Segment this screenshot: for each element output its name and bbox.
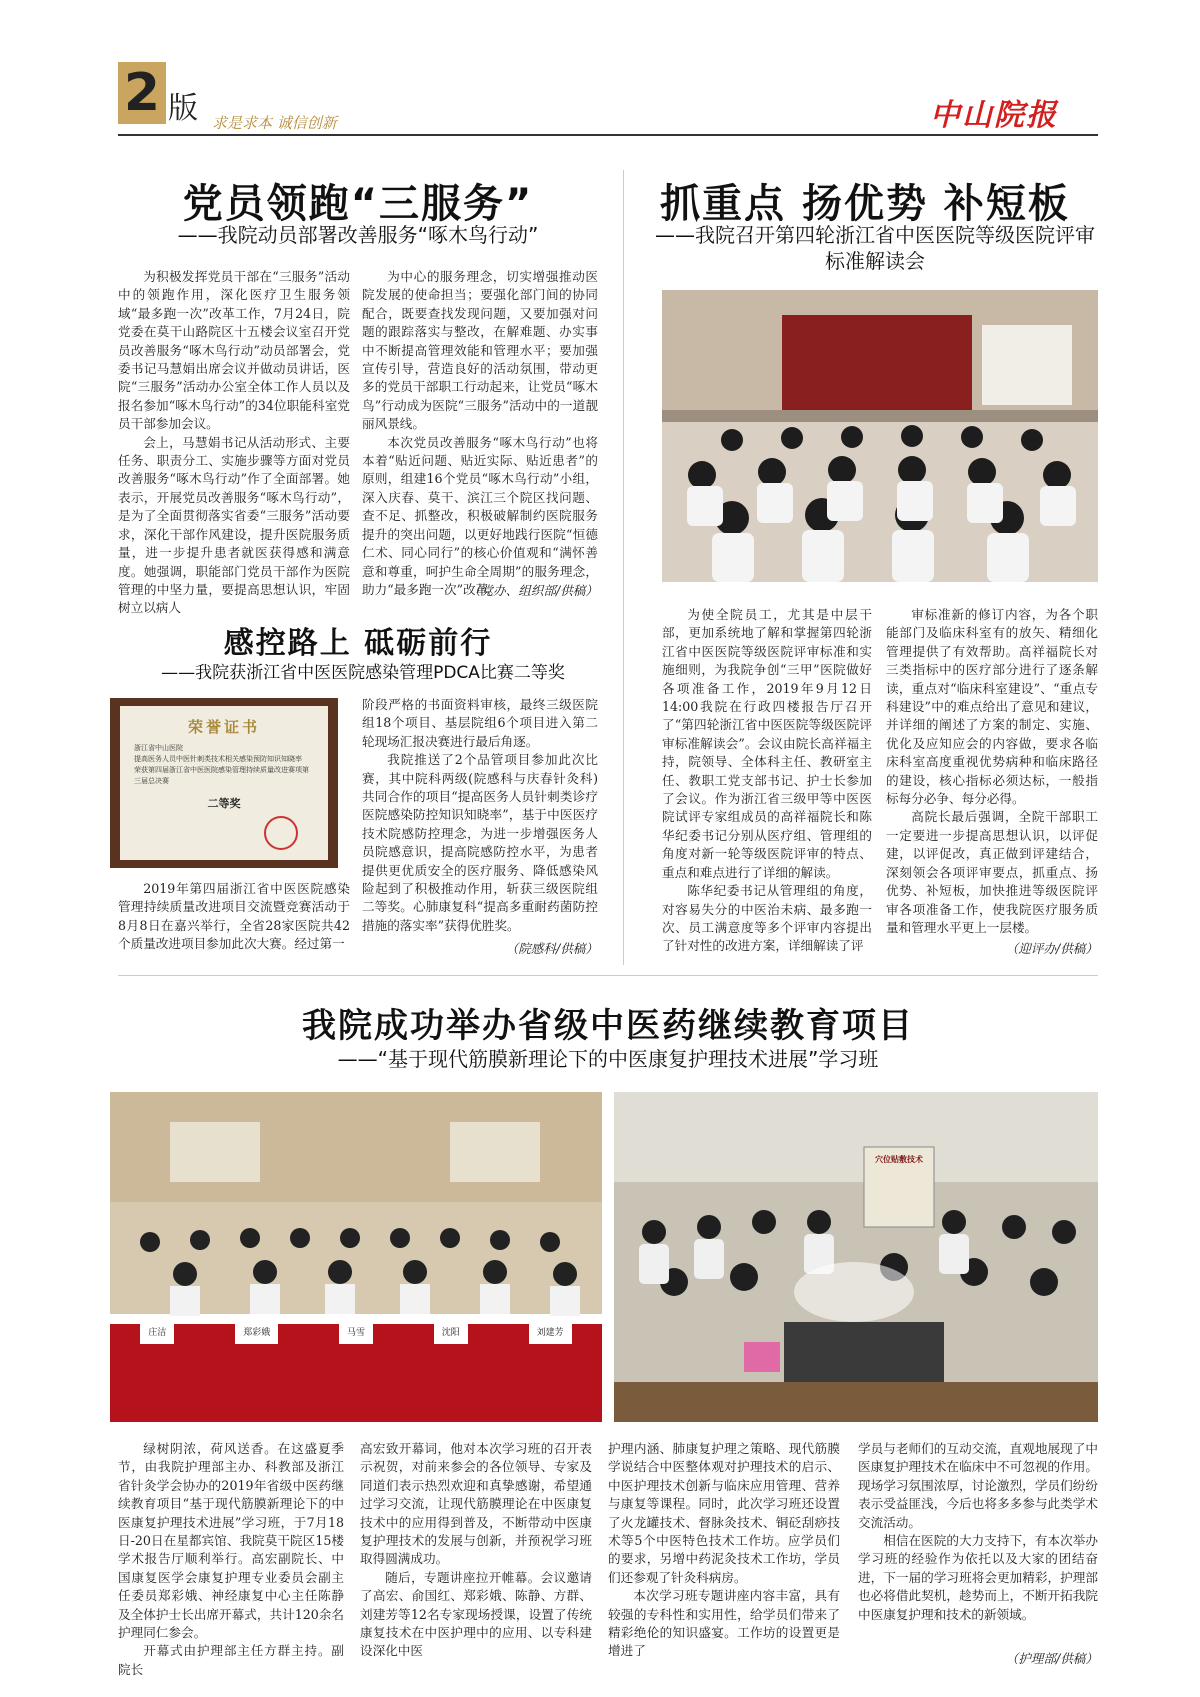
official-seal (264, 816, 298, 850)
article4-credit: （护理部/供稿） (1005, 1651, 1098, 1666)
nameplate: 刘建芳 (529, 1324, 572, 1344)
paragraph: 陈华纪委书记从管理组的角度，对容易失分的中医治未病、最多跑一次、员工满意度等多个评审内容提出了针对性的改进方案，详细解读了评 (662, 883, 872, 954)
certificate (120, 706, 328, 860)
paragraph: 开幕式由护理部主任方群主持。副院长 (118, 1643, 344, 1677)
nameplate: 郑彩娥 (235, 1324, 278, 1344)
nameplate: 庄洁 (140, 1324, 174, 1344)
article1-column-1 (118, 268, 350, 618)
page-number: 2 (118, 62, 166, 124)
article4-column-2 (360, 1440, 592, 1661)
paragraph: 为使全院员工，尤其是中层干部，更加系统地了解和掌握第四轮浙江省中医医院等级医院评审标准和实施细则，为我院争创“三甲”医院做好各项准备工作，2019年9月12日14:00我院在行政四楼报告厅召开了“第四轮浙江省中医医院等级医院评审标准解读会”。会议由院长高祥福主持，院领导、全体科主任、教研室主任、教职工党支部书记、护士长参加了会议。作为浙江省三级甲等中医医院试评专家组成员的高祥福院长和陈华纪委书记分别从医疗组、管理组的角度对新一轮等级医院评审的特点、重点和难点进行了详细的解读。 (662, 607, 872, 880)
paragraph: 本次学习班专题讲座内容丰富，具有较强的专科性和实用性，给学员们带来了精彩绝伦的知识盛宴。工作坊的设置更是增进了 (608, 1588, 840, 1659)
article2-title: 抓重点 扬优势 补短板 (660, 181, 1070, 227)
section-divider (118, 975, 1098, 976)
article3-title: 感控路上 砥砺前行 (223, 626, 493, 661)
opening-ceremony-image (110, 1092, 602, 1422)
paragraph: 阶段严格的书面资料审核，最终三级医院组18个项目、基层院组6个项目进入第二轮现场汇报决赛进行最后角逐。 (362, 697, 598, 749)
nameplates-row (110, 1324, 602, 1344)
certificate-line: 浙江省中山医院 (134, 744, 183, 752)
page-suffix: 版 (168, 91, 198, 126)
paragraph: 随后，专题讲座拉开帷幕。会议邀请了高宏、俞国红、郑彩娥、陈静、方群、刘建芳等12名专家现场授课，设置了传统康复技术在中医护理中的应用、以专科建设深化中医 (360, 1569, 592, 1659)
nameplate: 沈阳 (434, 1324, 468, 1344)
paragraph: 会上，马慧娟书记从活动形式、主要任务、职责分工、实施步骤等方面对党员改善服务“啄木鸟行动”作了全面部署。她表示，开展党员改善服务“啄木鸟行动”，是为了全面贯彻落实省委“三服务”活动要求，深化干部作风建设，提升医院服务质量，进一步提升患者就医获得感和满意度。她强调，职能部门党员干部作为医院管理的中坚力量，要提高思想认识，牢固树立以病人 (118, 434, 350, 616)
certificate-frame (110, 698, 338, 868)
paragraph: 高宏致开幕词，他对本次学习班的召开表示祝贺，对前来参会的各位领导、专家及同道们表示热烈欢迎和真挚感谢，希望通过学习交流，让现代筋膜理论在中医康复技术中的应用得到普及，不断带动中医康复护理技术的发展与创新，并预祝学习班取得圆满成功。 (360, 1441, 592, 1567)
paragraph: 学员与老师们的互动交流，直观地展现了中医康复护理技术在临床中不可忽视的作用。现场学习氛围浓厚，讨论激烈，学员们纷纷表示受益匪浅，今后也将多多参与此类学术交流活动。 (858, 1441, 1098, 1530)
paragraph: 为积极发挥党员干部在“三服务”活动中的领跑作用，深化医疗卫生服务领域“最多跑一次”改革工作，7月24日，院党委在莫干山路院区十五楼会议室召开党员改善服务“啄木鸟行动”动员部署会，党委书记马慧娟出席会议并做动员讲话，医院“三服务”活动办公室全体工作人员以及报名参加“啄木鸟行动”的34位职能科室党员干部参加会议。 (118, 269, 350, 432)
paragraph: 护理内涵、肺康复护理之策略、现代筋膜学说结合中医整体观对护理技术的启示、中医护理技术创新与临床应用管理、营养与康复等课程。同时，此次学习班还设置了火龙罐技术、督脉灸技术、铜砭刮痧技术等5个中医特色技术工作坊。应学员们的要求，另增中药泥灸技术工作坊，学员们还参观了针灸科病房。 (608, 1441, 840, 1585)
article3-column-1 (118, 880, 350, 954)
paragraph: 审标准新的修订内容，为各个职能部门及临床科室有的放矢、精细化管理提供了有效帮助。高祥福院长对三类指标中的医疗部分进行了逐条解读，重点对“临床科室建设”、“重点专科建设”中的难点给出了意见和建议，并详细的阐述了方案的制定、实施、优化及应知应会的内容做，要求各临床科室高度重视优势病种和临床路径的建设，核心指标必须达标，一般指标每分必争、每分必得。 (886, 607, 1098, 807)
article2-column-2 (886, 606, 1098, 937)
header-rule (118, 134, 1098, 136)
opening-ceremony-photo (110, 1092, 602, 1422)
workshop-photo (614, 1092, 1098, 1422)
article1-title: 党员领跑“三服务” (182, 181, 534, 227)
paragraph: 为中心的服务理念，切实增强推动医院发展的使命担当；要强化部门间的协同配合，既要查找发现问题，又要加强对问题的跟踪落实与整改，在解难题、办实事中不断提高管理效能和管理水平；要加强宣传引导，营造良好的活动氛围，带动更多的党员干部职工行动起来，让党员“啄木鸟”行动成为医院“三服务”活动中的一道靓丽风景线。 (362, 269, 598, 432)
certificate-text (120, 737, 328, 787)
paragraph: 高院长最后强调，全院干部职工一定要进一步提高思想认识，以评促建，以评促改，真正做到评建结合，深刻领会各项评审要点，抓重点、扬优势、补短板，加快推进等级医院评审各项准备工作，使我院医疗服务质量和管理水平更上一层楼。 (886, 809, 1098, 935)
article2-column-1 (662, 606, 872, 956)
article1-subtitle: ——我院动员部署改善服务“啄木鸟行动” (177, 223, 539, 247)
certificate-line: 荣获第四届浙江省中医医院感染管理持续质量改进赛项第三届总决赛 (134, 766, 309, 785)
certificate-award: 二等奖 (207, 797, 241, 810)
paper-logo: 中山院报 (930, 98, 1058, 133)
article4-column-3 (608, 1440, 840, 1661)
article3-subtitle: ——我院获浙江省中医医院感染管理PDCA比赛二等奖 (161, 663, 565, 683)
certificate-heading: 荣誉证书 (187, 718, 260, 736)
column-divider (623, 170, 624, 965)
article4-subtitle: ——“基于现代筋膜新理论下的中医康复护理技术进展”学习班 (337, 1047, 879, 1071)
paragraph: 本次党员改善服务“啄木鸟行动”也将本着“贴近问题、贴近实际、贴近患者”的原则，组建16个党员“啄木鸟行动”小组，深入庆春、莫干、滨江三个院区找问题、查不足、抓整改，积极破解制约医院服务提升的突出问题，以更好地践行医院“恒德仁术、同心同行”的核心价值观和“满怀善意和尊重，呵护生命全周期”的服务理念，助力“最多跑一次”改革。 (362, 434, 598, 597)
meeting-photo-image (662, 290, 1098, 582)
article1-column-2 (362, 268, 598, 599)
paragraph: 绿树阴浓，荷风送香。在这盛夏季节，由我院护理部主办、科教部及浙江省针灸学会协办的2019年省级中医药继续教育项目“基于现代筋膜新理论下的中医康复护理技术进展”学习班，于7月18日-20日在星都宾馆、我院莫干院区15楼学术报告厅顺利举行。高宏副院长、中国康复医学会康复护理专业委员会副主任委员郑彩娥、神经康复中心主任陈静及全体护士长出席开幕式，共计120余名护理同仁参会。 (118, 1441, 344, 1641)
paragraph: 相信在医院的大力支持下，有本次举办学习班的经验作为依托以及大家的团结奋进，下一届的学习班将会更加精彩，护理部也必将借此契机，趁势而上，不断开拓我院中医康复护理和技术的新领域。 (858, 1533, 1098, 1622)
paragraph: 2019年第四届浙江省中医医院感染管理持续质量改进项目交流暨竞赛活动于8月8日在嘉兴举行，全省28家医院共42个质量改进项目参加此次大赛。经过第一 (118, 881, 350, 952)
article2-credit: （迎评办/供稿） (1005, 941, 1098, 956)
article2-subtitle: ——我院召开第四轮浙江省中医医院等级医院评审标准解读会 (655, 223, 1095, 273)
paragraph: 我院推送了2个品管项目参加此次比赛，其中院科两级(院感科与庆春针灸科)共同合作的项目“提高医务人员针刺类诊疗医院感染防控知识知晓率”，基于中医医疗技术院感防控理念，为进一步增强医务人员院感意识，提高院感防控水平，为患者提供更优质安全的医疗服务、降低感染风险起到了积极推动作用，斩获三级医院组二等奖。心肺康复科“提高多重耐药菌防控措施的落实率”获得优胜奖。 (362, 752, 598, 933)
article4-column-4 (858, 1440, 1098, 1624)
slogan: 求是求本 诚信创新 (212, 114, 337, 132)
nameplate: 马雪 (339, 1324, 373, 1344)
article1-credit: （党办、组织部/供稿） (467, 583, 598, 598)
article4-title: 我院成功举办省级中医药继续教育项目 (302, 1006, 914, 1046)
certificate-line: 提高医务人员中医针刺类技术相关感染预防知识知晓率 (134, 755, 302, 763)
article4-column-1 (118, 1440, 344, 1679)
meeting-photo (662, 290, 1098, 582)
article3-column-2 (362, 696, 598, 935)
workshop-image (614, 1092, 1098, 1422)
article3-credit: （院感科/供稿） (505, 941, 598, 956)
poster-label: 穴位贴敷技术 (875, 1155, 923, 1164)
